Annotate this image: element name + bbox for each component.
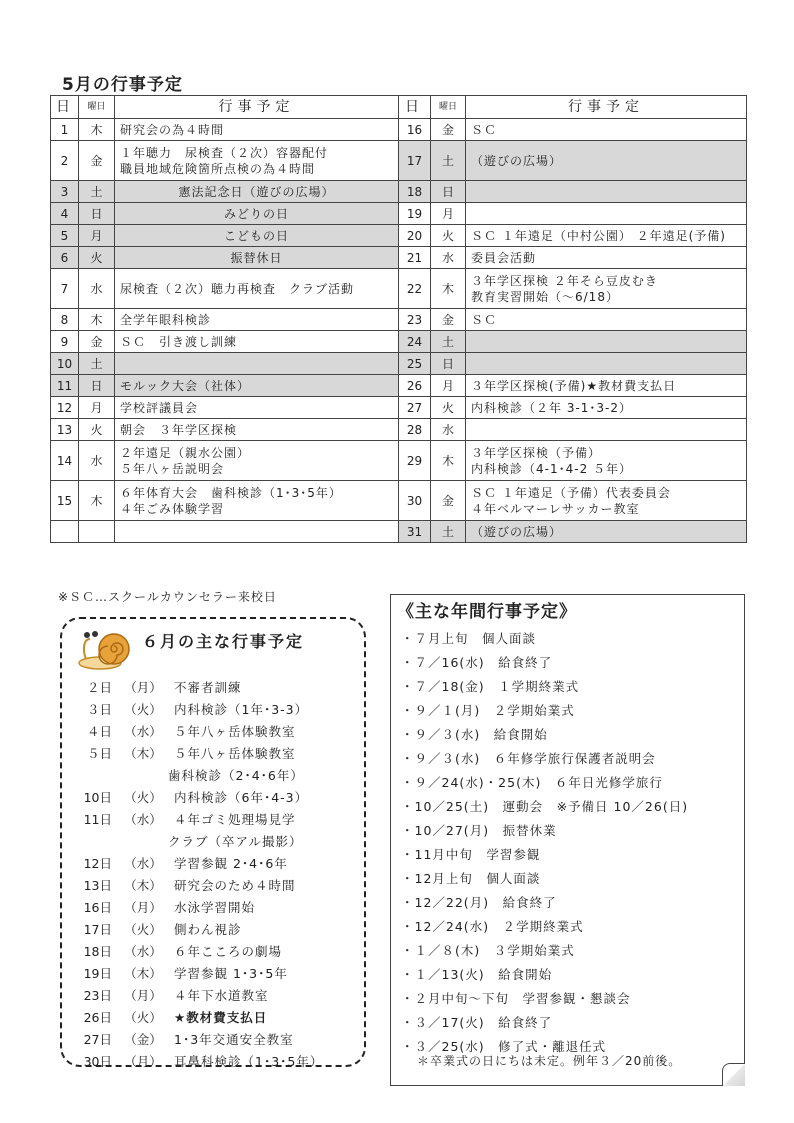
- day-cell: 23: [399, 309, 431, 331]
- event-line: ３年学区探検（予備）: [471, 445, 602, 460]
- event-line: 内科検診（4-1･4-2 ５年）: [471, 461, 633, 476]
- june-item-date: 12日: [83, 856, 112, 871]
- annual-item: ・７／16(水) 給食終了: [401, 655, 553, 670]
- event-cell: ＳＣ 引き渡し訓練: [115, 331, 399, 353]
- day-cell: 17: [399, 141, 431, 181]
- may-table: [50, 95, 747, 543]
- event-cell: [115, 441, 399, 481]
- annual-item: ・12／22(月) 給食終了: [401, 895, 557, 910]
- weekday-cell: 月: [79, 397, 115, 419]
- event-cell: [115, 353, 399, 375]
- june-item: [78, 853, 323, 875]
- event-cell: ３年学区探検(予備)★教材費支払日: [466, 375, 747, 397]
- event-line: ４年ベルマーレサッカー教室: [471, 501, 640, 516]
- header-weekday: 曜日: [79, 96, 115, 119]
- event-line: １年聴力 尿検査（２次）容器配付: [120, 145, 329, 160]
- weekday-cell: 土: [79, 353, 115, 375]
- event-cell: [466, 203, 747, 225]
- june-item-weekday: （月）: [124, 680, 162, 695]
- event-cell: [466, 481, 747, 521]
- weekday-cell: 水: [431, 419, 466, 441]
- annual-item: ・９／24(水)・25(木) ６年日光修学旅行: [401, 775, 663, 790]
- june-item-continuation: 歯科検診（2･4･6年）: [168, 768, 304, 783]
- event-cell: みどりの日: [115, 203, 399, 225]
- weekday-cell: 金: [431, 119, 466, 141]
- june-item: [78, 743, 323, 765]
- annual-box: [390, 594, 745, 1086]
- annual-item: ・１／13(火) 給食開始: [401, 967, 553, 982]
- table-row: [51, 203, 747, 225]
- june-item-weekday: （月）: [124, 1054, 162, 1069]
- june-item-weekday: （火）: [124, 922, 162, 937]
- event-line: ５年八ヶ岳説明会: [120, 461, 225, 476]
- june-item-weekday: （火）: [124, 1010, 162, 1025]
- event-cell: 振替休日: [115, 247, 399, 269]
- june-item: [78, 963, 323, 985]
- june-item-event: ６年こころの劇場: [174, 944, 283, 959]
- table-row: [51, 225, 747, 247]
- june-item-date: ３日: [86, 702, 112, 717]
- annual-item: ・２月中旬～下旬 学習参観・懇談会: [401, 991, 631, 1006]
- day-cell: 12: [51, 397, 79, 419]
- header-day: 日: [399, 96, 431, 119]
- table-row: [51, 375, 747, 397]
- table-row: [51, 181, 747, 203]
- annual-item: ・１／８(木) ３学期始業式: [401, 943, 575, 958]
- event-cell: ＳＣ １年遠足（中村公園） ２年遠足(予備): [466, 225, 747, 247]
- june-item-event: ５年八ヶ岳体験教室: [174, 746, 296, 761]
- june-item-event: ４年下水道教室: [174, 988, 269, 1003]
- event-line: ３年学区探検 ２年そら豆皮むき: [471, 273, 658, 288]
- table-row: [51, 521, 747, 543]
- day-cell: 14: [51, 441, 79, 481]
- event-cell: [466, 181, 747, 203]
- weekday-cell: 金: [431, 481, 466, 521]
- june-item-date: 19日: [83, 966, 112, 981]
- day-cell: 3: [51, 181, 79, 203]
- table-row: [51, 397, 747, 419]
- june-item-date: 30日: [83, 1054, 112, 1069]
- june-item-continuation: クラブ（卒アル撮影）: [168, 834, 303, 849]
- june-item-event: ５年八ヶ岳体験教室: [174, 724, 296, 739]
- event-cell: [115, 521, 399, 543]
- day-cell: 19: [399, 203, 431, 225]
- table-row: [51, 441, 747, 481]
- day-cell: [51, 521, 79, 543]
- event-cell: モルック大会（社体）: [115, 375, 399, 397]
- day-cell: 16: [399, 119, 431, 141]
- weekday-cell: 月: [431, 375, 466, 397]
- table-row: [51, 331, 747, 353]
- event-cell: 朝会 ３年学区探検: [115, 419, 399, 441]
- event-cell: ＳＣ: [466, 119, 747, 141]
- june-item-date: ２日: [86, 680, 112, 695]
- weekday-cell: [79, 521, 115, 543]
- annual-item: ・10／25(土) 運動会 ※予備日 10／26(日): [401, 799, 689, 814]
- day-cell: 22: [399, 269, 431, 309]
- event-line: ＳＣ １年遠足（予備）代表委員会: [471, 485, 671, 500]
- day-cell: 13: [51, 419, 79, 441]
- weekday-cell: 日: [79, 375, 115, 397]
- june-item-event: 研究会のため４時間: [174, 878, 296, 893]
- event-cell: 学校評議員会: [115, 397, 399, 419]
- june-item: [78, 1007, 323, 1029]
- weekday-cell: 火: [79, 247, 115, 269]
- june-item: [78, 677, 323, 699]
- annual-item: ・12／24(水) ２学期終業式: [401, 919, 584, 934]
- event-cell: ＳＣ: [466, 309, 747, 331]
- june-item-weekday: （木）: [124, 746, 162, 761]
- day-cell: 9: [51, 331, 79, 353]
- weekday-cell: 水: [79, 269, 115, 309]
- event-cell: （遊びの広場）: [466, 141, 747, 181]
- june-item: [78, 1029, 323, 1051]
- day-cell: 21: [399, 247, 431, 269]
- june-item-date: 10日: [83, 790, 112, 805]
- june-item-date: 27日: [83, 1032, 112, 1047]
- header-day: 日: [51, 96, 79, 119]
- june-list: [78, 677, 323, 1073]
- june-item-event: ★教材費支払日: [174, 1010, 268, 1025]
- event-cell: [115, 481, 399, 521]
- table-row: [51, 269, 747, 309]
- june-item: [78, 1051, 323, 1073]
- snail-icon: [78, 625, 136, 671]
- june-box: [60, 617, 366, 1067]
- day-cell: 30: [399, 481, 431, 521]
- annual-item: ・３／17(火) 給食終了: [401, 1015, 553, 1030]
- day-cell: 24: [399, 331, 431, 353]
- event-cell: 憲法記念日（遊びの広場）: [115, 181, 399, 203]
- day-cell: 8: [51, 309, 79, 331]
- day-cell: 11: [51, 375, 79, 397]
- june-item: [78, 985, 323, 1007]
- weekday-cell: 木: [79, 309, 115, 331]
- june-item-date: 13日: [83, 878, 112, 893]
- day-cell: 15: [51, 481, 79, 521]
- event-cell: 研究会の為４時間: [115, 119, 399, 141]
- june-item-date: ４日: [86, 724, 112, 739]
- table-row: [51, 309, 747, 331]
- annual-item: ・９／３(水) ６年修学旅行保護者説明会: [401, 751, 656, 766]
- weekday-cell: 日: [431, 353, 466, 375]
- table-row: [51, 119, 747, 141]
- table-row: [51, 247, 747, 269]
- day-cell: 25: [399, 353, 431, 375]
- june-item-date: 26日: [83, 1010, 112, 1025]
- day-cell: 18: [399, 181, 431, 203]
- page-title: 5月の行事予定: [62, 75, 183, 95]
- event-cell: 委員会活動: [466, 247, 747, 269]
- table-header: [51, 96, 747, 119]
- june-item-event: 学習参観 1･3･5年: [174, 966, 288, 981]
- june-item: [78, 809, 323, 831]
- weekday-cell: 土: [431, 521, 466, 543]
- june-item-event: 学習参観 2･4･6年: [174, 856, 288, 871]
- day-cell: 1: [51, 119, 79, 141]
- weekday-cell: 金: [79, 141, 115, 181]
- weekday-cell: 土: [431, 331, 466, 353]
- annual-item: ・11月中旬 学習参観: [401, 847, 541, 862]
- june-item: [78, 721, 323, 743]
- weekday-cell: 木: [79, 119, 115, 141]
- weekday-cell: 土: [79, 181, 115, 203]
- day-cell: 2: [51, 141, 79, 181]
- event-cell: [466, 353, 747, 375]
- event-cell: [466, 441, 747, 481]
- june-item-event: 不審者訓練: [174, 680, 242, 695]
- weekday-cell: 金: [431, 309, 466, 331]
- event-cell: [466, 269, 747, 309]
- weekday-cell: 月: [79, 225, 115, 247]
- event-cell: [466, 419, 747, 441]
- june-item-weekday: （金）: [124, 1032, 162, 1047]
- weekday-cell: 水: [431, 247, 466, 269]
- june-item-date: 23日: [83, 988, 112, 1003]
- event-cell: 尿検査（２次）聴力再検査 クラブ活動: [115, 269, 399, 309]
- event-cell: （遊びの広場）: [466, 521, 747, 543]
- header-event: 行事予定: [115, 96, 399, 119]
- day-cell: 29: [399, 441, 431, 481]
- june-item: [78, 875, 323, 897]
- annual-item: ・９／１(月) ２学期始業式: [401, 703, 575, 718]
- day-cell: 5: [51, 225, 79, 247]
- annual-item: ・10／27(月) 振替休業: [401, 823, 557, 838]
- annual-item: ・７月上旬 個人面談: [401, 631, 537, 646]
- table-row: [51, 141, 747, 181]
- table-row: [51, 353, 747, 375]
- june-item: [78, 699, 323, 721]
- event-cell: 全学年眼科検診: [115, 309, 399, 331]
- event-line: ４年ごみ体験学習: [120, 501, 225, 516]
- june-item: [78, 941, 323, 963]
- june-item-weekday: （木）: [124, 878, 162, 893]
- june-item-weekday: （水）: [124, 724, 162, 739]
- weekday-cell: 火: [431, 225, 466, 247]
- day-cell: 10: [51, 353, 79, 375]
- weekday-cell: 日: [79, 203, 115, 225]
- day-cell: 31: [399, 521, 431, 543]
- june-item: [78, 897, 323, 919]
- june-item-event: ４年ゴミ処理場見学: [174, 812, 296, 827]
- event-line: 職員地域危険箇所点検の為４時間: [120, 161, 316, 176]
- table-row: [51, 419, 747, 441]
- june-item-weekday: （火）: [124, 790, 162, 805]
- event-cell: [466, 331, 747, 353]
- june-item-event: 水泳学習開始: [174, 900, 256, 915]
- june-item-event: 耳鼻科検診（1･3･5年）: [174, 1054, 324, 1069]
- weekday-cell: 火: [79, 419, 115, 441]
- sc-note: ※ＳＣ…スクールカウンセラー来校日: [58, 590, 277, 604]
- june-item-event: 内科検診（6年･4-3）: [174, 790, 309, 805]
- june-item-date: 11日: [83, 812, 112, 827]
- weekday-cell: 木: [431, 269, 466, 309]
- annual-item: ・７／18(金) １学期終業式: [401, 679, 580, 694]
- annual-title: 《主な年間行事予定》: [397, 602, 577, 622]
- event-line: ２年遠足（親水公園）: [120, 445, 251, 460]
- june-item-weekday: （水）: [124, 944, 162, 959]
- june-item-event: 側わん視診: [174, 922, 242, 937]
- event-line: 教育実習開始（～6/18）: [471, 289, 619, 304]
- day-cell: 26: [399, 375, 431, 397]
- day-cell: 7: [51, 269, 79, 309]
- june-item-date: ５日: [86, 746, 112, 761]
- june-item-weekday: （火）: [124, 702, 162, 717]
- june-item-date: 17日: [83, 922, 112, 937]
- annual-item: ・９／３(水) 給食開始: [401, 727, 548, 742]
- annual-list: [401, 627, 688, 1059]
- weekday-cell: 土: [431, 141, 466, 181]
- june-item-date: 16日: [83, 900, 112, 915]
- annual-item: ・３／25(水) 修了式・離退任式: [401, 1039, 607, 1054]
- annual-footnote: ＊卒業式の日にちは未定。例年３／20前後。: [417, 1054, 682, 1068]
- june-item-weekday: （水）: [124, 812, 162, 827]
- day-cell: 27: [399, 397, 431, 419]
- june-item-weekday: （水）: [124, 856, 162, 871]
- day-cell: 28: [399, 419, 431, 441]
- event-cell: [115, 141, 399, 181]
- weekday-cell: 水: [79, 441, 115, 481]
- header-event: 行事予定: [466, 96, 747, 119]
- weekday-cell: 金: [79, 331, 115, 353]
- june-item-event: 1･3年交通安全教室: [174, 1032, 294, 1047]
- weekday-cell: 日: [431, 181, 466, 203]
- june-title: ６月の主な行事予定: [142, 632, 305, 651]
- day-cell: 6: [51, 247, 79, 269]
- table-row: [51, 481, 747, 521]
- day-cell: 4: [51, 203, 79, 225]
- annual-item: ・12月上旬 個人面談: [401, 871, 541, 886]
- june-item-weekday: （月）: [124, 900, 162, 915]
- june-item: [78, 787, 323, 809]
- june-item-event: 内科検診（1年･3-3）: [174, 702, 309, 717]
- header-weekday: 曜日: [431, 96, 466, 119]
- june-item: [78, 919, 323, 941]
- june-item-date: 18日: [83, 944, 112, 959]
- event-cell: こどもの日: [115, 225, 399, 247]
- day-cell: 20: [399, 225, 431, 247]
- weekday-cell: 火: [431, 397, 466, 419]
- june-item-weekday: （木）: [124, 966, 162, 981]
- event-cell: 内科検診（２年 3-1･3-2）: [466, 397, 747, 419]
- weekday-cell: 月: [431, 203, 466, 225]
- june-item-weekday: （月）: [124, 988, 162, 1003]
- event-line: ６年体育大会 歯科検診（1･3･5年）: [120, 485, 342, 500]
- weekday-cell: 木: [79, 481, 115, 521]
- weekday-cell: 木: [431, 441, 466, 481]
- page-fold-decoration: [722, 1063, 745, 1086]
